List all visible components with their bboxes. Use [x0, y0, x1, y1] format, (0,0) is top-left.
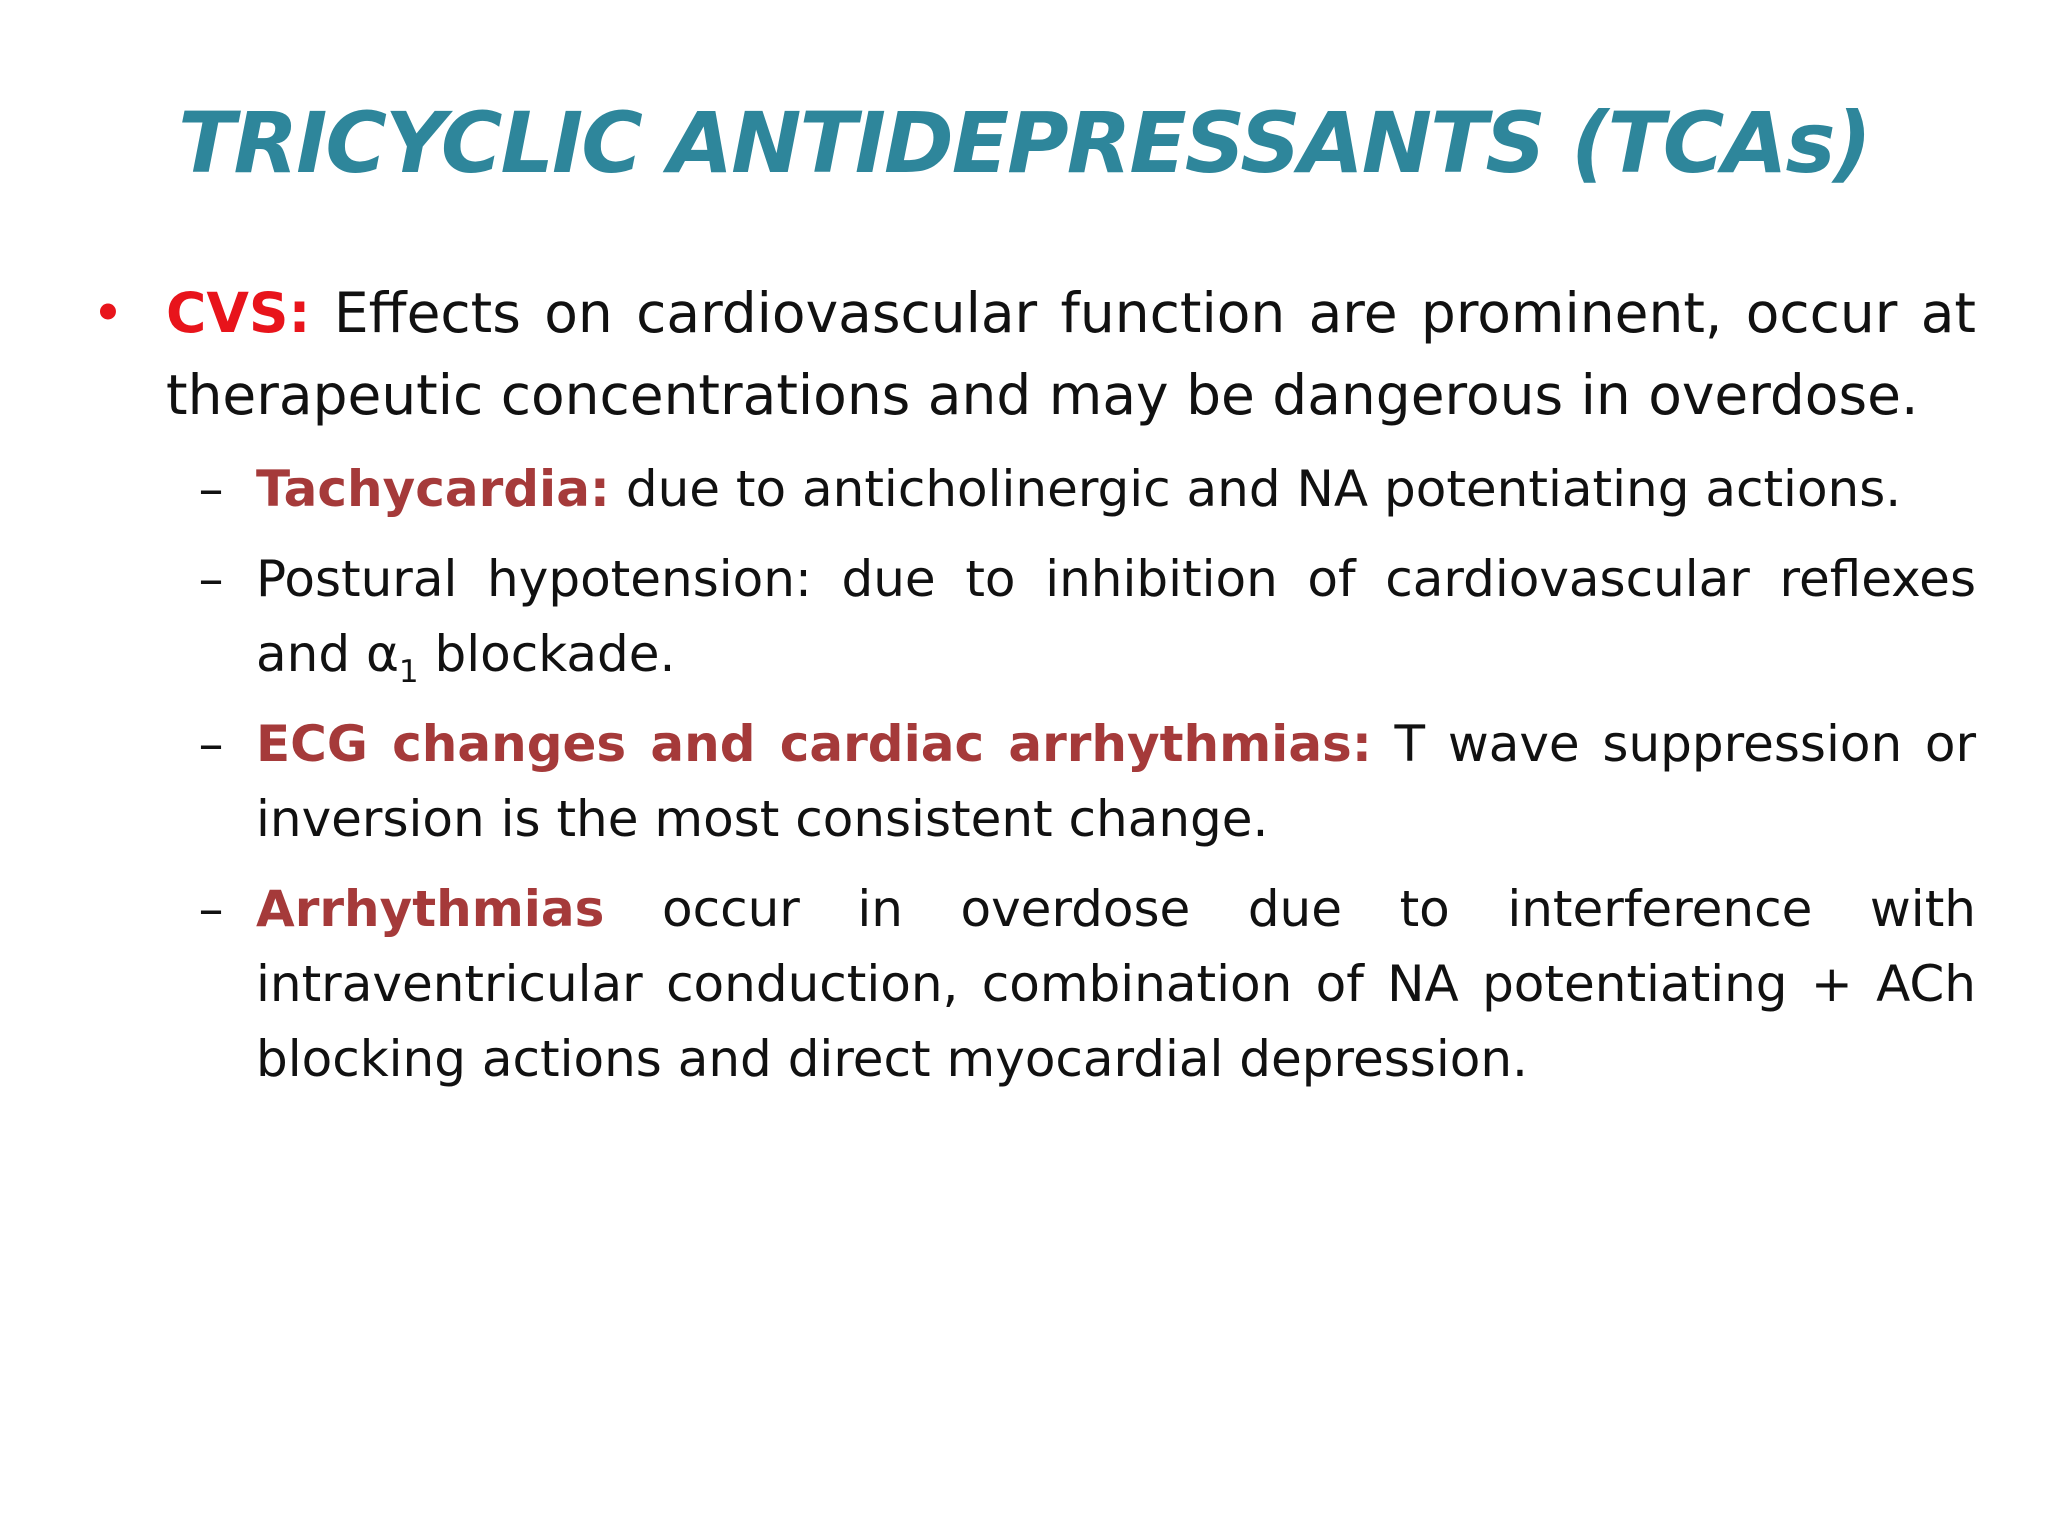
main-bullet — [88, 272, 1976, 436]
sub-item-ecg-changes — [186, 707, 1976, 857]
postural-hypotension-text-end: blockade. — [418, 625, 676, 683]
tachycardia-text: due to anticholinergic and NA potentiating actions. — [609, 460, 1902, 518]
sub-item-arrhythmias — [186, 872, 1976, 1097]
dash-marker: – — [198, 460, 224, 518]
sub-item-tachycardia — [186, 452, 1976, 527]
ecg-text: T wave suppression or inversion is the most consistent change. — [256, 715, 1976, 848]
tachycardia-label: Tachycardia: — [256, 460, 610, 518]
main-bullet-text — [166, 272, 1976, 436]
dash-marker: – — [198, 715, 224, 773]
dash-marker: – — [198, 550, 224, 608]
arrhythmias-text: occur in overdose due to interference with intraventricular conduction, combination of NA potentiating + ACh blocking actions and direct myocardial depression. — [256, 880, 1976, 1088]
cvs-description: Effects on cardiovascular function are prominent, occur at therapeutic concentrations and may be dangerous in overdose. — [166, 281, 1976, 427]
cvs-label: CVS: — [166, 281, 311, 345]
postural-hypotension-text: Postural hypotension: due to inhibition of cardiovascular reflexes and α — [256, 550, 1976, 683]
dash-marker: – — [198, 880, 224, 938]
ecg-label: ECG changes and cardiac arrhythmias: — [256, 715, 1372, 773]
arrhythmias-label: Arrhythmias — [256, 880, 605, 938]
slide-title: TRICYCLIC ANTIDEPRESSANTS (TCAs) — [178, 94, 1870, 192]
sub-item-postural-hypotension — [186, 542, 1976, 692]
sub-bullet-list — [186, 452, 1976, 1112]
bullet-marker: • — [91, 281, 125, 345]
alpha-subscript: 1 — [398, 653, 419, 690]
